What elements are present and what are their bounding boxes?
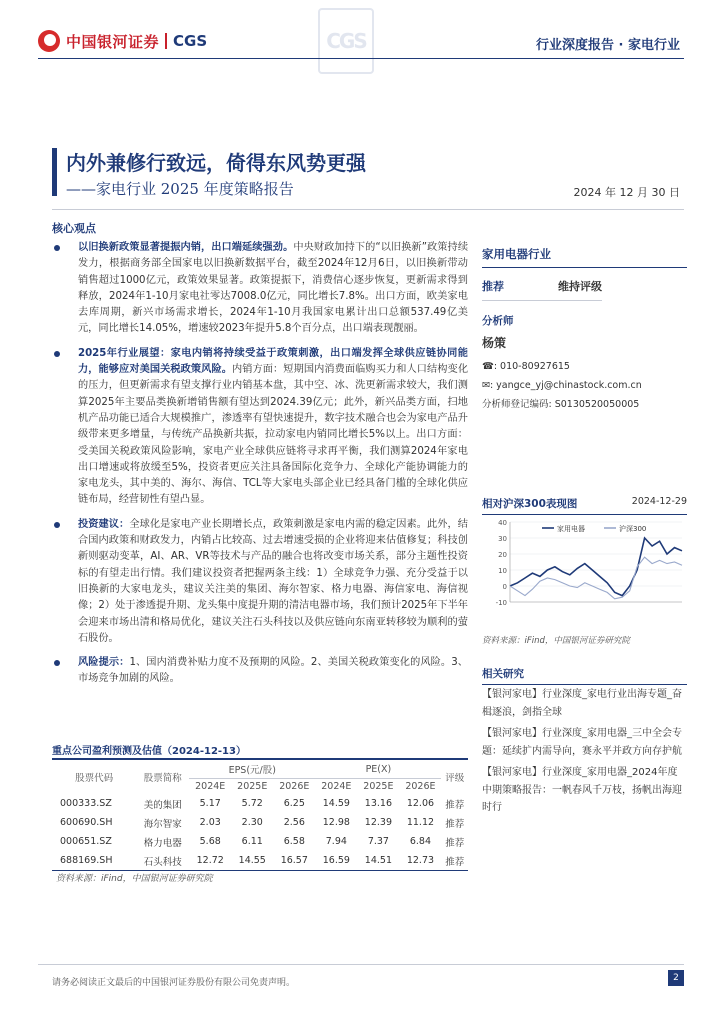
table-header: 评级: [441, 759, 468, 794]
table-cell: 12.73: [399, 851, 441, 871]
analyst-heading: 分析师: [482, 315, 514, 327]
table-cell: 5.72: [241, 798, 263, 809]
related-link[interactable]: 【银河家电】行业深度_家用电器_2024年度中期策略报告：一帆春风千万枝，扬帆出海迎时行: [482, 767, 682, 813]
y-tick-label: 30: [498, 535, 507, 543]
table-cell: 海尔智家: [143, 818, 182, 830]
performance-chart: [482, 514, 687, 624]
related-link[interactable]: 【银河家电】行业深度_家电行业出海专题_奋楫逐浪，剑指全球: [482, 689, 682, 718]
table-cell: 6.58: [283, 836, 305, 847]
table-header: 2024E: [315, 779, 357, 795]
table-cell: 13.16: [364, 798, 392, 809]
table-cell: 6.11: [241, 836, 263, 847]
main-column: [52, 240, 468, 696]
table-cell: 000651.SZ: [60, 836, 112, 847]
license-line: 分析师登记编码: S0130520050005: [482, 399, 640, 410]
chart-title: 相对沪深300表现图: [482, 498, 578, 510]
report-title: 内外兼修行致远，倚得东风势更强: [66, 151, 366, 175]
header-divider: [38, 58, 684, 59]
table-cell: 推荐: [445, 837, 465, 849]
rating-value: 维持评级: [558, 280, 602, 293]
recommend-label: 推荐: [482, 280, 504, 293]
table-cell: 推荐: [441, 851, 468, 871]
table-caption: 重点公司盈利预测及估值（2024-12-13）: [52, 746, 246, 757]
table-header: 2025E: [231, 779, 273, 795]
bullet-icon: [54, 245, 60, 251]
report-type: 行业深度报告 · 家电行业: [536, 38, 680, 53]
section-divider: [52, 209, 684, 210]
table-cell: 11.12: [406, 817, 435, 828]
email-link[interactable]: ✉: yangce_yj@chinastock.com.cn: [482, 380, 642, 391]
paragraph-heading: 风险提示：: [78, 657, 130, 669]
header-watermark: CGS: [318, 8, 374, 74]
table-header: 2026E: [399, 779, 441, 795]
table-header: EPS(元/股): [189, 759, 315, 779]
table-cell: 5.68: [199, 836, 221, 847]
company-logo: [38, 30, 207, 52]
chart-heading: [482, 496, 687, 515]
table-cell: 7.94: [325, 836, 347, 847]
series-line-csi300: [510, 557, 682, 599]
analyst-contact: [482, 357, 687, 414]
table-cell: 16.59: [315, 851, 357, 871]
table-row: [52, 832, 468, 851]
title-accent: [52, 148, 57, 196]
legend-label: 沪深300: [619, 525, 647, 533]
table-cell: 6.84: [409, 836, 432, 847]
table-cell: 5.17: [199, 798, 221, 809]
core-view-label: 核心观点: [52, 222, 96, 235]
paragraph-text: 内销方面：短期国内消费面临购买力和人口结构变化的压力，但更新需求有望支撑行业内销基本盘，其中空、冰、洗更新需求较大，我们测算2025年主要品类换新增销售额有望达到2024.39亿元；此外，新兴品类方面，扫地机产品功能已适合大规模推广，渗透率有望快速提升，数字技术融合也会为家电产品升级带来更多增量，与传统产品换新共振，拉动家电内销同比增长5%以上。出口方面：受美国关税政策风险影响，家电产业全球供应链将寻求再平衡，我们测算2024年家电出口增速或将放缓至5%，投资者更应关注具备国际化竞争力、全球化产能协调能力的家电龙头，其中美的、海尔、海信、TCL等大家电头部企业已经具备门槛的全球化供应链布局，经营韧性有望凸显。: [78, 364, 469, 506]
legend-label: 家用电器: [557, 525, 585, 533]
table-header: 2024E: [189, 779, 231, 795]
logo-text: 中国银河证券: [66, 32, 160, 51]
bullet-icon: [54, 351, 60, 357]
paragraph-text: 1、国内消费补贴力度不及预期的风险。2、美国关税政策变化的风险。3、市场竞争加剧的风险。: [78, 657, 468, 685]
paragraph-text: 中央财政加持下的“以旧换新”政策持续发力，根据商务部全国家电以旧换新数据平台，截至2024年12月6日，以旧换新带动销售超过1000亿元，政策效果显著。政策提振下，消费信心逐步恢复，更新需求得到释放，2024年1-10月家电社零达7008.0亿元，同比增长7.8%。出口方面，欧美家电去库周期，新兴市场需求增长，2024年1-10月我国家电累计出口总额537.49亿美元，同比增长14.05%，增速较2023年提升5.8个百分点，出口端表现靓丽。: [78, 242, 469, 335]
phone-line: ☎: 010-80927615: [482, 361, 570, 372]
forecast-table: [52, 758, 468, 871]
y-tick-label: -10: [495, 599, 507, 607]
table-source: 资料来源：iFind，中国银河证券研究院: [56, 874, 213, 884]
y-tick-label: 40: [498, 519, 507, 527]
table-cell: 14.59: [322, 798, 350, 809]
sidebar-category: 家用电器行业: [482, 246, 687, 268]
table-cell: 16.57: [273, 851, 315, 871]
logo-mark-icon: [38, 30, 60, 52]
table-cell: 688169.SH: [52, 851, 136, 871]
paragraph-2: [52, 346, 468, 509]
y-tick-label: 0: [502, 583, 507, 591]
analyst-name: 杨策: [482, 336, 507, 350]
logo-separator: [165, 33, 167, 49]
table-cell: 2.03: [199, 817, 221, 828]
sidebar-rating: [482, 278, 602, 301]
chart-source: 资料来源：iFind，中国银河证券研究院: [482, 636, 630, 646]
table-header: 股票代码: [52, 759, 136, 794]
related-list: [482, 686, 687, 821]
table-cell: 推荐: [445, 818, 465, 830]
bullet-icon: [54, 522, 60, 528]
table-cell: 美的集团: [143, 799, 182, 811]
bullet-icon: [54, 660, 60, 666]
table-row: [52, 851, 468, 871]
table-cell: 2.30: [241, 817, 263, 828]
related-heading: 相关研究: [482, 666, 687, 685]
table-cell: 12.39: [364, 817, 392, 828]
table-cell: 14.55: [231, 851, 273, 871]
table-header: 2026E: [273, 779, 315, 795]
table-cell: 6.25: [283, 798, 305, 809]
report-date: 2024 年 12 月 30 日: [573, 186, 680, 199]
footer-disclaimer: 请务必阅读正文最后的中国银河证券股份有限公司免责声明。: [52, 978, 296, 988]
table-row: [52, 813, 468, 832]
paragraph-1: [52, 240, 468, 338]
y-tick-label: 20: [498, 551, 507, 559]
y-tick-label: 10: [498, 567, 507, 575]
page-number: 2: [668, 970, 684, 986]
table-cell: 2.56: [283, 817, 305, 828]
logo-sub: CGS: [173, 32, 208, 50]
table-cell: 12.72: [189, 851, 231, 871]
table-header: 2025E: [357, 779, 399, 795]
paragraph-3: [52, 517, 468, 647]
table-cell: 14.51: [357, 851, 399, 871]
table-cell: 7.37: [367, 836, 389, 847]
footer-divider: [38, 964, 684, 965]
table-row: [52, 794, 468, 813]
table-header: 股票简称: [136, 759, 189, 794]
chart-date: 2024-12-29: [631, 496, 687, 507]
paragraph-text: 全球化是家电产业长期增长点，政策刺激是家电内需的稳定因素。此外，结合国内政策和财政发力，内销占比较高、过去增速受损的企业将迎来估值修复；科技创新则驱动变革，AI、AR、VR等技术与产品的融合也将改变市场关系，部分主题性投资标的有望走出行情。我们建议投资者把握两条主线：1）全球竞争力强、充分受益于以旧换新的大家电龙头，建议关注美的集团、海尔智家、格力电器、海信家电、海信视像；2）处于渗透提升期、龙头集中度提升期的清洁电器市场，我们预计2025年下半年会迎来市场出清和格局优化，建议关注石头科技以及供应链向东南亚转移较为顺利的萤石股份。: [78, 518, 468, 644]
related-link[interactable]: 【银河家电】行业深度_家用电器_三中全会专题：延续扩内需导向，赛永平并政方向存护航: [482, 728, 682, 757]
paragraph-4: [52, 655, 468, 688]
series-line-appliance: [510, 538, 682, 596]
paragraph-heading: 以旧换新政策显著提振内销，出口端延续强劲。: [78, 242, 294, 253]
table-cell: 12.06: [406, 798, 435, 809]
table-cell: 600690.SH: [60, 817, 113, 828]
paragraph-heading: 2025年行业展望：家电内销将持续受益于政策刺激，出口端发挥全球供应链协同能力，能够应对美国关税政策风险。: [78, 347, 468, 376]
table-cell: 格力电器: [143, 837, 182, 849]
table-cell: 石头科技: [136, 851, 189, 871]
report-subtitle: ——家电行业 2025 年度策略报告: [66, 180, 294, 198]
table-cell: 推荐: [445, 799, 465, 811]
table-header: PE(X): [315, 759, 441, 779]
table-cell: 000333.SZ: [60, 798, 112, 809]
paragraph-heading: 投资建议：: [78, 518, 130, 530]
table-cell: 12.98: [322, 817, 350, 828]
